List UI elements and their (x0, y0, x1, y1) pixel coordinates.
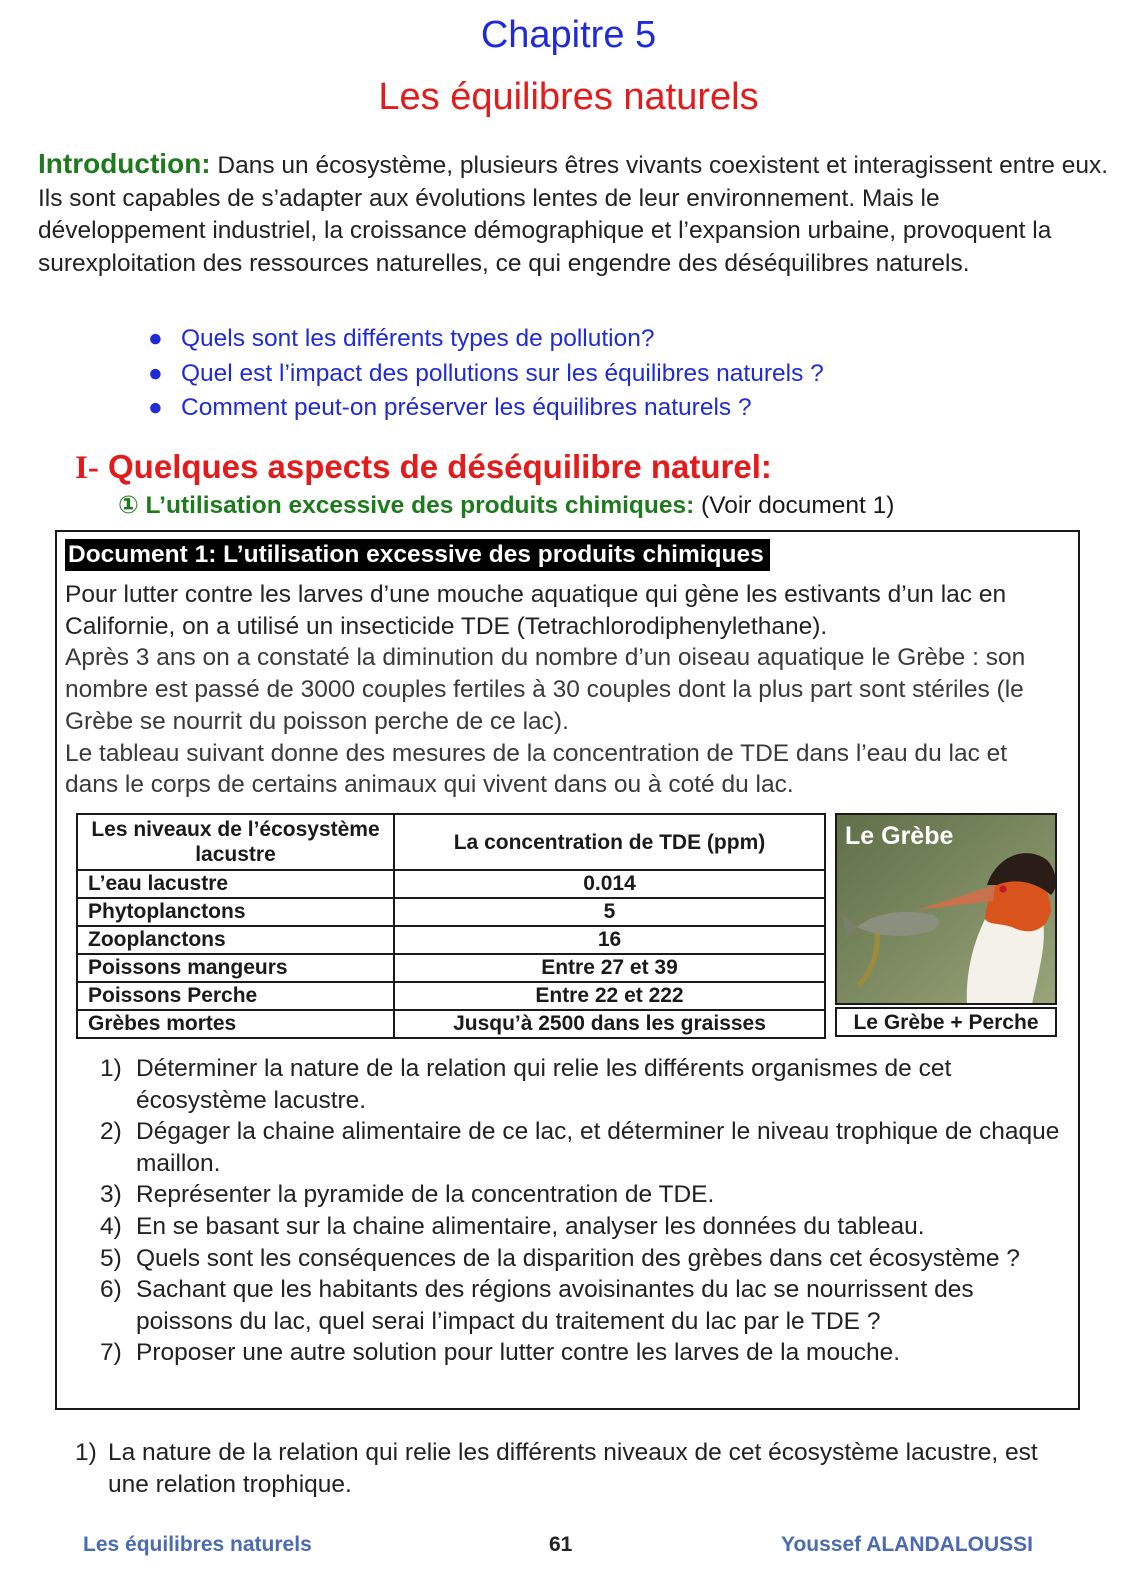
introduction-text: Dans un écosystème, plusieurs êtres vivants coexistent et interagissent entre eux. Ils sont capables de s’adapter aux évolutions lentes de leur environnement. Mais le développement industriel, la croissance démographique et l’expansion urbaine, provoquent la surexploitation des ressources naturelles, ce qui engendre des déséquilibres naturels. (38, 152, 1109, 277)
question-item: ● Comment peut-on préserver les équilibres naturels ? (148, 391, 824, 426)
list-item: 7) Proposer une autre solution pour lutter contre les larves de la mouche. (100, 1339, 901, 1367)
tde-concentration-table (76, 813, 826, 1039)
bullet-icon: ● (148, 359, 163, 387)
page-number: 61 (549, 1533, 573, 1556)
introduction-label: Introduction: (38, 148, 211, 179)
photo-label: Le Grèbe (845, 822, 954, 850)
document-paragraph: Pour lutter contre les larves d’une mouche aquatique qui gène les estivants d’un lac en Californie, on a utilisé un insecticide TDE (Tetrachlorodiphenylethane). Après 3 ans on a constaté la diminution du nombre d’un oiseau aquatique le Grèbe : son nombre est passé de 3000 couples fertiles à 30 couples dont la plus part sont stériles (le Grèbe se nourrit du poisson perche de ce lac). Le tableau suivant donne des mesures de la concentration de TDE dans l’eau du lac et dans le corps de certains animaux qui vivent dans ou à coté du lac. (65, 579, 1065, 801)
list-item: 5) Quels sont les conséquences de la disparition des grèbes dans cet écosystème ? (100, 1244, 1020, 1272)
document-reference: (Voir document 1) (694, 492, 895, 519)
table-header: La concentration de TDE (ppm) (394, 814, 825, 870)
answer-1: 1) La nature de la relation qui relie les différents niveaux de cet écosystème lacustre, est une relation trophique. (75, 1439, 1038, 1498)
document-paragraph-2: Après 3 ans on a constaté la diminution du nombre d’un oiseau aquatique le Grèbe : son nombre est passé de 3000 couples fertiles à 30 couples dont la plus part sont stériles (le Grèbe se nourrit du poisson perche de ce lac). (65, 644, 1026, 735)
footer-author: Youssef ALANDALOUSSI (781, 1533, 1034, 1556)
list-item: 2) Dégager la chaine alimentaire de ce lac, et déterminer le niveau trophique de chaque maillon. (100, 1118, 1060, 1177)
list-item: 4) En se basant sur la chaine alimentaire, analyser les données du tableau. (100, 1212, 925, 1240)
table-row: Poissons mangeurs Entre 27 et 39 (77, 954, 825, 982)
question-item: ● Quel est l’impact des pollutions sur les équilibres naturels ? (148, 357, 824, 392)
document-paragraph-3: Le tableau suivant donne des mesures de la concentration de TDE dans l’eau du lac et dans le corps de certains animaux qui vivent dans ou à coté du lac. (65, 739, 1008, 799)
bullet-icon: ● (148, 325, 163, 352)
subsection-heading (118, 490, 894, 520)
section-heading: I- Quelques aspects de déséquilibre naturel: (75, 448, 772, 486)
circled-one-marker: ① (118, 492, 139, 519)
chapter-title: Les équilibres naturels (378, 76, 759, 118)
list-item: 6) Sachant que les habitants des régions avoisinantes du lac se nourrissent des poissons du lac, quel serai l’impact du traitement du lac par le TDE ? (100, 1276, 974, 1335)
table-header: Les niveaux de l’écosystème lacustre (77, 814, 394, 870)
document-title: Document 1: L’utilisation excessive des produits chimiques (65, 539, 770, 571)
chapter-number: Chapitre 5 (480, 14, 657, 56)
table-row: Grèbes mortes Jusqu’à 2500 dans les graisses (77, 1010, 825, 1038)
subsection-title: L’utilisation excessive des produits chimiques: (138, 492, 695, 519)
table-row: Zooplanctons 16 (77, 926, 825, 954)
table-row: Phytoplanctons 5 (77, 898, 825, 926)
introduction (38, 148, 1113, 280)
question-item: ● Quels sont les différents types de pollution? (148, 322, 824, 357)
footer-chapter-title: Les équilibres naturels (83, 1533, 312, 1556)
photo-caption: Le Grèbe + Perche (835, 1007, 1057, 1037)
table-row: Poissons Perche Entre 22 et 222 (77, 982, 825, 1010)
bullet-icon: ● (148, 394, 163, 421)
table-row: L’eau lacustre 0.014 (77, 870, 825, 898)
question-list (148, 322, 824, 426)
task-list (100, 1053, 1060, 1369)
list-item: 3) Représenter la pyramide de la concentration de TDE. (100, 1181, 715, 1209)
list-item: 1) Déterminer la nature de la relation qui relie les différents organismes de cet écosystème lacustre. (100, 1055, 952, 1114)
